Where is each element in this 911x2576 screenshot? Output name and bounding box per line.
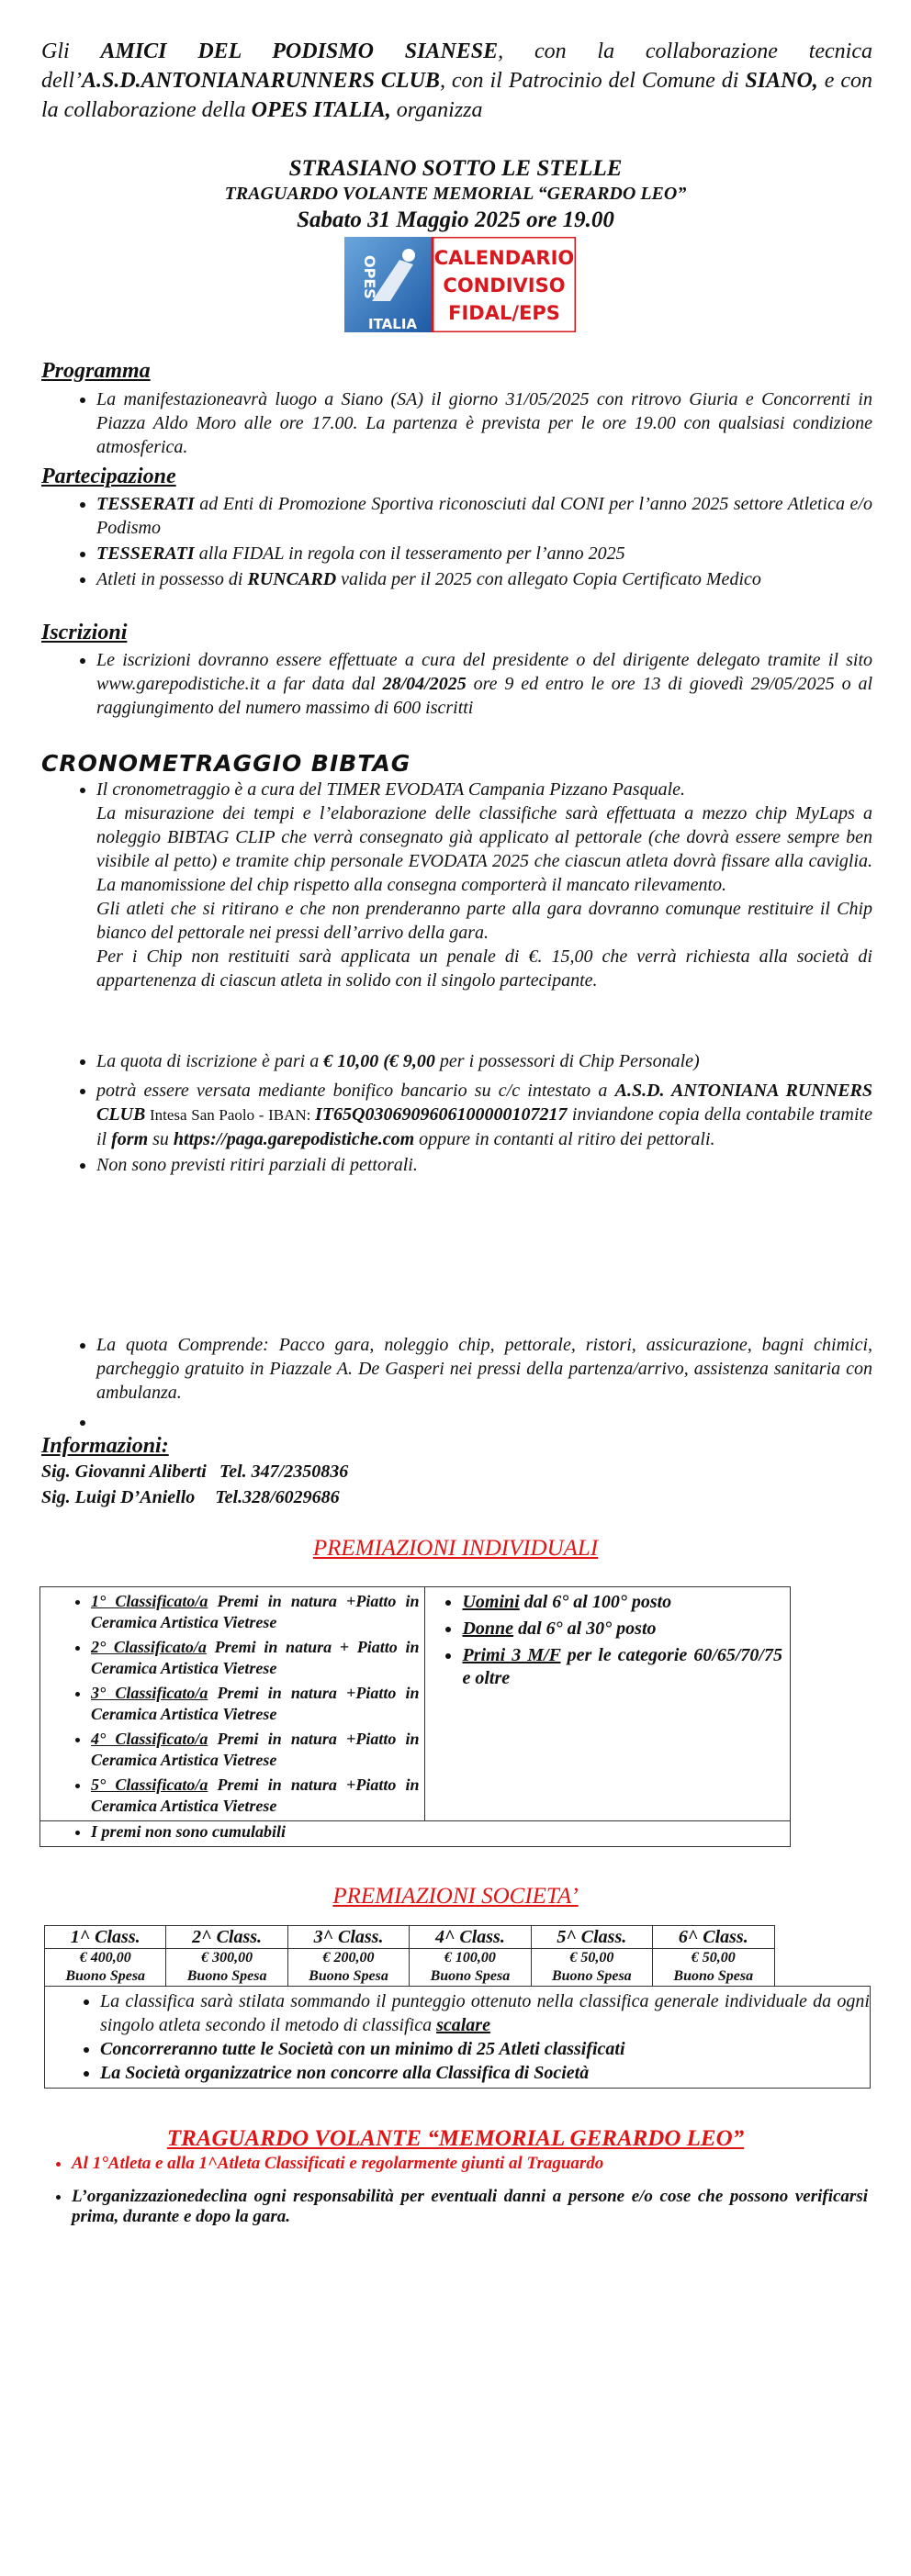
programma-heading: Programma (41, 359, 151, 383)
event-date: Sabato 31 Maggio 2025 ore 19.00 (297, 207, 614, 232)
prem-right-cell (425, 1587, 791, 1821)
table-cell: 1^ Class. (45, 1926, 166, 1949)
list-item: • Al 1°Atleta e alla 1^Atleta Classificati e regolarmente giunti al Traguardo (72, 2154, 868, 2174)
list-item: • Concorreranno tutte le Società con un minimo di 25 Atleti classificati (100, 2037, 870, 2061)
table-cell: € 300,00 Buono Spesa (166, 1949, 287, 1987)
list-item: • La quota Comprende: Pacco gara, noleggio chip, pettorale, ristori, assicurazione, bagni chimici, parcheggio gratuito in Piazzale A. De Gasperi nei pressi della partenza/arrivo, assistenza sanitaria con ambulanza. (96, 1333, 872, 1405)
cronometraggio-list (41, 778, 872, 994)
list-item: • 2° Classificato/a Premi in natura + Piatto in Ceramica Artistica Vietrese (91, 1637, 419, 1679)
quota-list (41, 1049, 872, 1179)
list-item: • 4° Classificato/a Premi in natura +Piatto in Ceramica Artistica Vietrese (91, 1729, 419, 1771)
list-item: • La classifica sarà stilata sommando il punteggio ottenuto nella classifica generale individuale da ogni singolo atleta secondo il metodo di classifica scalare (100, 1989, 870, 2037)
list-item: • Uomini dal 6° al 100° posto (462, 1591, 782, 1614)
table-cell: 6^ Class. (653, 1926, 774, 1949)
list-item: • Primi 3 M/F per le categorie 60/65/70/75 e oltre (462, 1644, 782, 1690)
table-cell: € 50,00 Buono Spesa (531, 1949, 652, 1987)
premiazioni-individuali-title: PREMIAZIONI INDIVIDUALI (312, 1536, 599, 1561)
partecipazione-heading: Partecipazione (41, 465, 176, 488)
quota-comprende-list (41, 1333, 872, 1436)
logo-line2: CONDIVISO (443, 274, 566, 297)
event-title: STRASIANO SOTTO LE STELLE (288, 156, 623, 181)
list-item: • La Società organizzatrice non concorre alla Classifica di Società (100, 2061, 870, 2085)
table-cell: 4^ Class. (410, 1926, 531, 1949)
premiazioni-societa-table (44, 1925, 871, 2089)
event-subtitle: TRAGUARDO VOLANTE MEMORIAL “GERARDO LEO” (224, 184, 687, 204)
table-cell: € 400,00 Buono Spesa (45, 1949, 166, 1987)
list-item: • TESSERATI alla FIDAL in regola con il tesseramento per l’anno 2025 (96, 542, 872, 566)
list-item: • La manifestazioneavrà luogo a Siano (SA) il giorno 31/05/2025 con ritrovo Giuria e Concorrenti in Piazza Aldo Moro alle ore 17.00. La partenza è prevista per le ore 19.00 con qualsiasi condizione atmosferica. (96, 387, 872, 459)
premiazioni-societa-title: PREMIAZIONI SOCIETA’ (332, 1884, 579, 1909)
list-item: • TESSERATI ad Enti di Promozione Sportiva riconosciuti dal CONI per l’anno 2025 settore Atletica e/o Podismo (96, 492, 872, 540)
programma-list (41, 387, 872, 461)
premiazioni-individuali-table (39, 1586, 791, 1847)
societa-notes-cell (45, 1987, 871, 2089)
list-item: • Non sono previsti ritiri parziali di pettorali. (96, 1153, 872, 1177)
iscrizioni-list (41, 648, 872, 722)
table-spacer (774, 1926, 871, 1987)
intro-paragraph: Gli AMICI DEL PODISMO SIANESE, con la collaborazione tecnica dell’A.S.D.ANTONIANARUNNERS CLUB, con il Patrocinio del Comune di SIANO, e con la collaborazione della OPES ITALIA, organizza (41, 39, 873, 122)
partecipazione-list (41, 492, 872, 593)
iscrizioni-heading: Iscrizioni (41, 621, 128, 644)
list-item: • 3° Classificato/a Premi in natura +Piatto in Ceramica Artistica Vietrese (91, 1683, 419, 1725)
list-item: • I premi non sono cumulabili (91, 1821, 790, 1842)
table-row (45, 1926, 871, 1949)
list-item: • Donne dal 6° al 30° posto (462, 1618, 782, 1641)
table-cell: € 50,00 Buono Spesa (653, 1949, 774, 1987)
table-row (45, 1987, 871, 2089)
list-item: • Le iscrizioni dovranno essere effettuate a cura del presidente o del dirigente delegato tramite il sito www.garepodistiche.it a far data dal 28/04/2025 ore 9 ed entro le ore 13 di giovedì 29/05/2025 o al raggiungimento del numero massimo di 600 iscritti (96, 648, 872, 720)
cronometraggio-heading: CRONOMETRAGGIO BIBTAG (41, 750, 411, 777)
table-row (45, 1949, 871, 1987)
list-item (96, 1410, 872, 1434)
logo-line1: CALENDARIO (433, 247, 575, 269)
prem-left-cell (40, 1587, 425, 1821)
table-cell: 3^ Class. (287, 1926, 409, 1949)
list-item: • 5° Classificato/a Premi in natura +Piatto in Ceramica Artistica Vietrese (91, 1775, 419, 1817)
traguardo-list (37, 2154, 868, 2229)
opes-calendar-logo (344, 237, 576, 332)
informazioni-heading: Informazioni: (41, 1434, 169, 1458)
list-item: • Il cronometraggio è a cura del TIMER EVODATA Campania Pizzano Pasquale. La misurazione dei tempi e l’elaborazione delle classifiche sarà effettuata a mezzo chip MyLaps a noleggio BIBTAG CLIP che verrà consegnato già applicato al pettorale (che dovrà essere sempre ben visibile al petto) e tramite chip personale EVODATA 2025 che ciascun atleta dovrà fissare alla caviglia. La manomissione del chip rispetto alla consegna comporterà il mancato rilevamento. Gli atleti che si ritirano e che non prenderanno parte alla gara dovranno comunque restituire il Chip bianco del pettorale nei pressi dell’arrivo della gara. Per i Chip non restituiti sarà applicata un penale di €. 15,00 che verrà richiesta alla società di appartenenza di ciascun atleta in solido con il singolo partecipante. (96, 778, 872, 992)
list-item: • La quota di iscrizione è pari a € 10,00 (€ 9,00 per i possessori di Chip Personale) (96, 1049, 872, 1073)
list-item: • 1° Classificato/a Premi in natura +Piatto in Ceramica Artistica Vietrese (91, 1591, 419, 1633)
logo-line3: FIDAL/EPS (448, 302, 560, 324)
prem-footer-cell (40, 1821, 791, 1847)
list-item: • potrà essere versata mediante bonifico bancario su c/c intestato a A.S.D. ANTONIANA RUNNERS CLUB Intesa San Paolo - IBAN: IT65Q0306909606100000107217 inviandone copia della contabile tramite il form su https://paga.garepodistiche.com oppure in contanti al ritiro dei pettorali. (96, 1079, 872, 1151)
list-item: • Atleti in possesso di RUNCARD valida per il 2025 con allegato Copia Certificato Medico (96, 567, 872, 591)
table-cell: € 100,00 Buono Spesa (410, 1949, 531, 1987)
table-cell: 2^ Class. (166, 1926, 287, 1949)
logo-brand-bottom: ITALIA (368, 316, 418, 332)
contact-row: Sig. Giovanni Aliberti Tel. 347/2350836 (41, 1462, 349, 1482)
table-cell: 5^ Class. (531, 1926, 652, 1949)
list-item: • L’organizzazionedeclina ogni responsabilità per eventuali danni a persone e/o cose che possono verificarsi prima, durante e dopo la gara. (72, 2187, 868, 2227)
contact-row: Sig. Luigi D’Aniello Tel.328/6029686 (41, 1487, 340, 1507)
table-cell: € 200,00 Buono Spesa (287, 1949, 409, 1987)
logo-brand-vertical: OPES (361, 255, 378, 299)
traguardo-title: TRAGUARDO VOLANTE “MEMORIAL GERARDO LEO” (166, 2126, 745, 2151)
